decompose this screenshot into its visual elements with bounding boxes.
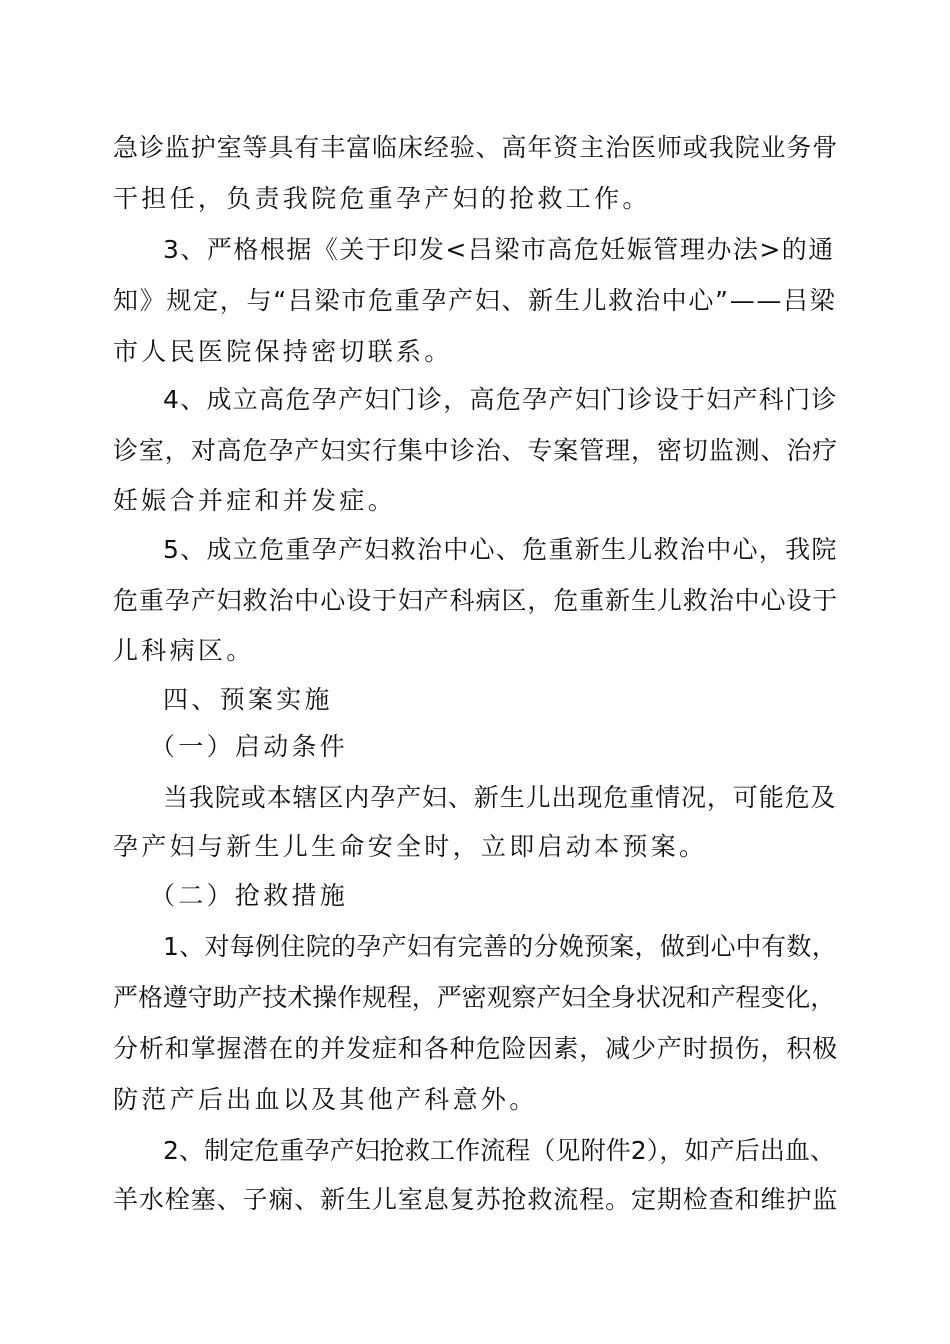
text-line: 市人民医院保持密切联系。 [113,337,453,366]
text-line: 危重孕产妇救治中心设于妇产科病区，危重新生儿救治中心设于 [113,586,839,615]
subsection-heading: （一）启动条件 [150,732,349,761]
text-line: 严格遵守助产技术操作规程，严密观察产妇全身状况和产程变化， [113,983,836,1012]
text-line: 4、成立高危孕产妇门诊，高危孕产妇门诊设于妇产科门诊 [163,385,838,414]
text-line: 5、成立危重孕产妇救治中心、危重新生儿救治中心，我院 [163,535,838,564]
text-line: 2、制定危重孕产妇抢救工作流程（见附件2），如产后出血、 [163,1136,836,1165]
text-line: 知》规定，与“吕梁市危重孕产妇、新生儿救治中心”——吕梁 [113,286,837,315]
text-line: 干担任，负责我院危重孕产妇的抢救工作。 [113,184,651,213]
text-line: 1、对每例住院的孕产妇有完善的分娩预案，做到心中有数， [163,932,838,961]
text-line: 3、严格根据《关于印发<吕梁市高危妊娠管理办法>的通 [163,235,835,264]
text-line: 妊娠合并症和并发症。 [113,486,397,515]
text-line: 孕产妇与新生儿生命安全时，立即启动本预案。 [113,832,708,861]
subsection-heading: （二）抢救措施 [150,881,349,910]
text-line: 急诊监护室等具有丰富临床经验、高年资主治医师或我院业务骨 [113,133,839,162]
text-line: 防范产后出血以及其他产科意外。 [113,1085,538,1114]
text-line: 当我院或本辖区内孕产妇、新生儿出现危重情况，可能危及 [163,783,837,812]
text-line: 儿科病区。 [113,636,255,665]
text-line: 分析和掌握潜在的并发症和各种危险因素，减少产时损伤，积极 [113,1034,839,1063]
text-line: 诊室，对高危孕产妇实行集中诊治、专案管理，密切监测、治疗 [113,436,839,465]
text-line: 羊水栓塞、子痫、新生儿室息复苏抢救流程。定期检查和维护监 [113,1185,839,1214]
section-heading: 四、预案实施 [163,685,333,714]
